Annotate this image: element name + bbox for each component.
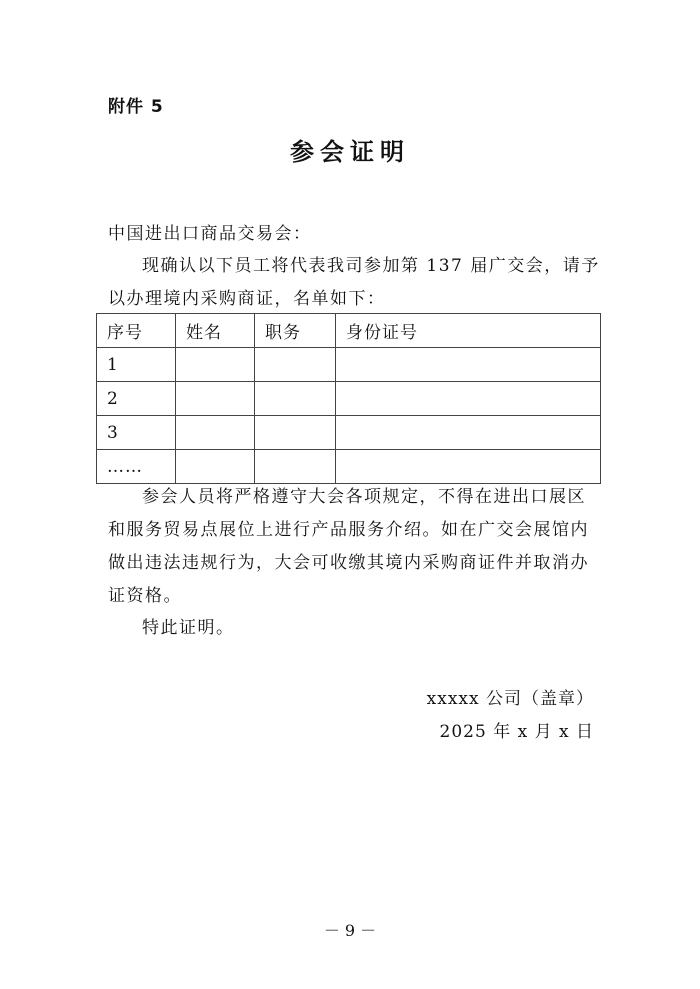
intro-paragraph: 现确认以下员工将代表我司参加第 137 届广交会，请予以办理境内采购商证，名单如下： xyxy=(108,256,600,309)
cell-id-number xyxy=(336,450,601,484)
cell-seq: …… xyxy=(97,450,176,484)
closing-statement: 特此证明。 xyxy=(142,618,235,638)
signature-company: xxxxx 公司（盖章） xyxy=(426,689,594,709)
cell-position xyxy=(255,416,336,450)
rules-paragraph: 参会人员将严格遵守大会各项规定，不得在进出口展区和服务贸易点展位上进行产品服务介绍。如在广交会展馆内做出违法违规行为，大会可收缴其境内采购商证件并取消办证资格。 xyxy=(108,487,589,606)
header-seq: 序号 xyxy=(97,314,176,348)
cell-position xyxy=(255,348,336,382)
header-name: 姓名 xyxy=(176,314,255,348)
cell-name xyxy=(176,348,255,382)
signature-date: 2025 年 x 月 x 日 xyxy=(439,722,594,742)
cell-name xyxy=(176,382,255,416)
header-id-number: 身份证号 xyxy=(336,314,601,348)
cell-name xyxy=(176,450,255,484)
cell-name xyxy=(176,416,255,450)
attachment-label: 附件 5 xyxy=(108,97,164,117)
cell-seq: 3 xyxy=(97,416,176,450)
table-header-row xyxy=(97,314,601,348)
cell-seq: 1 xyxy=(97,348,176,382)
addressee: 中国进出口商品交易会： xyxy=(108,224,312,244)
cell-position xyxy=(255,450,336,484)
page-number: － 9 － xyxy=(323,921,377,940)
table-row xyxy=(97,348,601,382)
header-position: 职务 xyxy=(255,314,336,348)
table-row xyxy=(97,450,601,484)
cell-position xyxy=(255,382,336,416)
cell-id-number xyxy=(336,348,601,382)
cell-id-number xyxy=(336,382,601,416)
table-row xyxy=(97,416,601,450)
attendee-table xyxy=(96,313,601,484)
document-title: 参会证明 xyxy=(290,137,410,166)
cell-id-number xyxy=(336,416,601,450)
table-row xyxy=(97,382,601,416)
cell-seq: 2 xyxy=(97,382,176,416)
